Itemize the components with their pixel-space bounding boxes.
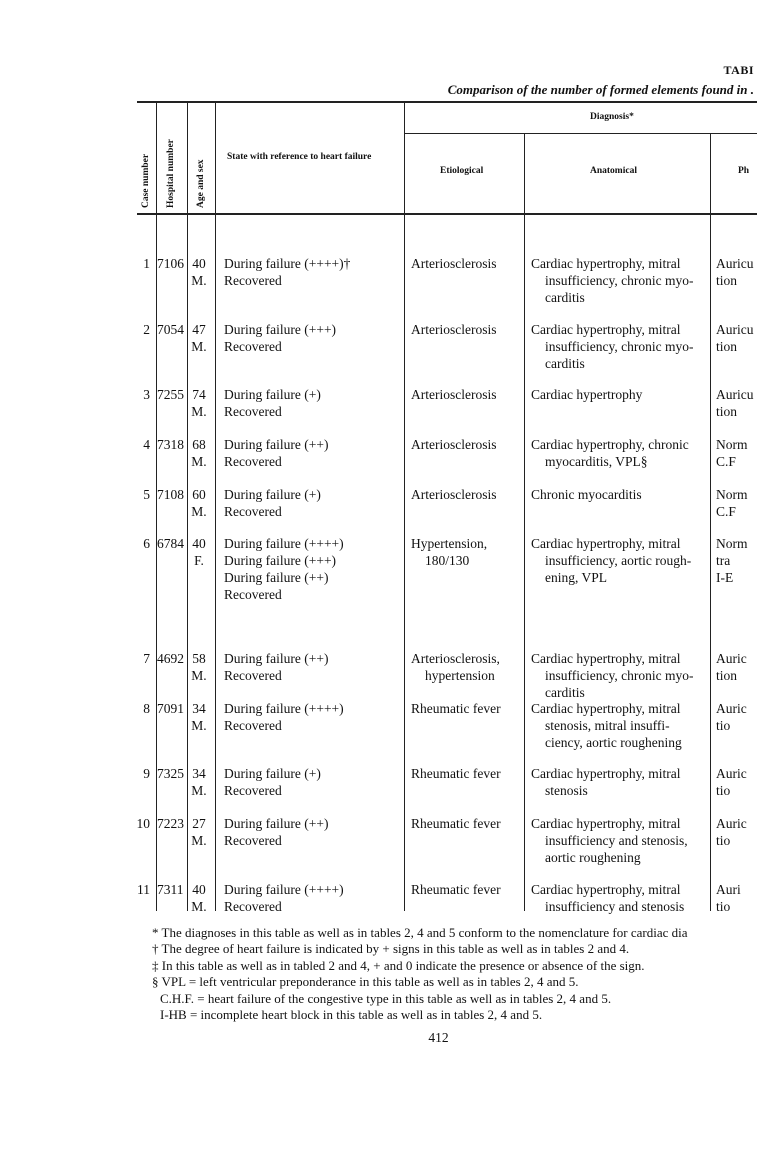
state-cell — [224, 386, 404, 420]
etiological-cell-line: 180/130 — [425, 553, 470, 568]
state-cell-line: During failure (++) — [224, 816, 329, 831]
case-number: 9 — [143, 766, 150, 781]
physiological-cell-line: Auri — [716, 882, 741, 897]
hospital-number: 7318 — [157, 437, 184, 452]
physiological-cell — [716, 815, 757, 849]
anatomical-cell-line: insufficiency, chronic myo- — [545, 339, 694, 354]
anatomical-cell-line: ening, VPL — [545, 570, 608, 585]
hospital-number: 7054 — [157, 322, 184, 337]
hospital-number: 7091 — [157, 701, 184, 716]
anatomical-cell-line: Cardiac hypertrophy, mitral — [531, 882, 681, 897]
state-cell — [224, 535, 404, 603]
physiological-cell — [716, 255, 757, 289]
col-header-physiological: Ph — [738, 166, 750, 176]
table-caption: Comparison of the number of formed elements found in . — [447, 82, 754, 97]
sex: M. — [191, 339, 207, 354]
anatomical-cell — [531, 650, 703, 701]
state-cell-line: Recovered — [224, 454, 282, 469]
etiological-cell — [411, 436, 523, 453]
physiological-cell — [716, 650, 757, 684]
anatomical-cell — [531, 386, 703, 403]
sex: M. — [191, 833, 207, 848]
etiological-cell-line: Rheumatic fever — [411, 816, 501, 831]
physiological-cell-line: tion — [716, 668, 738, 683]
physiological-cell-line: Norm — [716, 487, 748, 502]
case-number: 3 — [143, 387, 150, 402]
rule-after-etiological — [524, 133, 525, 911]
state-cell-line: During failure (+) — [224, 487, 321, 502]
hospital-number: 7325 — [157, 766, 184, 781]
anatomical-cell-line: Cardiac hypertrophy, mitral — [531, 816, 681, 831]
physiological-cell — [716, 881, 757, 915]
anatomical-cell-line: insufficiency and stenosis, — [545, 833, 688, 848]
anatomical-cell-line: Cardiac hypertrophy, chronic — [531, 437, 689, 452]
case-number: 2 — [143, 322, 150, 337]
physiological-cell — [716, 765, 757, 799]
footnote-sign: ‡ In this table as well as in tabled 2 and 4, + and 0 indicate the presence or absence of the sign. — [152, 957, 645, 973]
case-number: 6 — [143, 536, 150, 551]
etiological-cell — [411, 535, 523, 569]
anatomical-cell — [531, 436, 703, 470]
rule-after-anatomical — [710, 133, 711, 911]
etiological-cell — [411, 255, 523, 272]
state-cell — [224, 815, 404, 849]
sex: M. — [191, 504, 207, 519]
state-cell-line: During failure (+++) — [224, 553, 337, 568]
anatomical-cell — [531, 815, 703, 866]
anatomical-cell-line: myocarditis, VPL§ — [545, 454, 648, 469]
physiological-cell-line: tion — [716, 404, 738, 419]
state-cell-line: Recovered — [224, 668, 282, 683]
top-rule — [137, 101, 757, 103]
etiological-cell — [411, 700, 523, 717]
anatomical-cell — [531, 255, 703, 306]
anatomical-cell-line: stenosis, mitral insuffi- — [545, 718, 670, 733]
state-cell-line: During failure (++++) — [224, 536, 344, 551]
state-cell — [224, 486, 404, 520]
age-and-sex — [188, 881, 210, 915]
age: 68 — [192, 437, 206, 452]
anatomical-cell — [531, 881, 703, 915]
state-cell — [224, 881, 404, 915]
col-header-diagnosis: Diagnosis* — [590, 112, 634, 122]
sex: M. — [191, 783, 207, 798]
state-cell — [224, 650, 404, 684]
etiological-cell-line: Hypertension, — [411, 536, 488, 551]
etiological-cell — [411, 765, 523, 782]
physiological-cell — [716, 321, 757, 355]
age: 74 — [192, 387, 206, 402]
age-and-sex — [188, 535, 210, 569]
age-and-sex — [188, 321, 210, 355]
table-label: TABI — [723, 63, 754, 77]
etiological-cell-line: Arteriosclerosis — [411, 487, 497, 502]
state-cell-line: Recovered — [224, 899, 282, 914]
age-and-sex — [188, 486, 210, 520]
state-cell-line: During failure (++) — [224, 651, 329, 666]
anatomical-cell-line: aortic roughening — [545, 850, 641, 865]
state-cell-line: Recovered — [224, 718, 282, 733]
anatomical-cell-line: insufficiency, chronic myo- — [545, 668, 694, 683]
state-cell-line: During failure (++) — [224, 437, 329, 452]
etiological-cell — [411, 815, 523, 832]
physiological-cell-line: tion — [716, 339, 738, 354]
anatomical-cell-line: ciency, aortic roughening — [545, 735, 682, 750]
case-number: 10 — [136, 816, 150, 831]
case-number: 8 — [143, 701, 150, 716]
anatomical-cell-line: carditis — [545, 290, 585, 305]
physiological-cell-line: Auricu — [716, 387, 754, 402]
col-header-age-and-sex: Age and sex — [196, 159, 206, 208]
sex: M. — [191, 899, 207, 914]
state-cell-line: During failure (+) — [224, 766, 321, 781]
anatomical-cell-line: Cardiac hypertrophy, mitral — [531, 322, 681, 337]
physiological-cell — [716, 486, 757, 520]
physiological-cell — [716, 700, 757, 734]
physiological-cell-line: tio — [716, 783, 731, 798]
state-cell — [224, 255, 404, 289]
state-cell — [224, 700, 404, 734]
diagnosis-rule — [405, 133, 757, 134]
age: 40 — [192, 256, 206, 271]
anatomical-cell-line: Cardiac hypertrophy, mitral — [531, 256, 681, 271]
age: 60 — [192, 487, 206, 502]
footnote-ihb: I-HB = incomplete heart block in this table as well as in tables 2, 4 and 5. — [160, 1007, 543, 1023]
hospital-number: 7106 — [157, 256, 184, 271]
state-cell-line: During failure (++) — [224, 570, 329, 585]
case-number: 4 — [143, 437, 150, 452]
age: 34 — [192, 766, 206, 781]
col-header-hospital-number: Hospital number — [166, 139, 176, 208]
physiological-cell-line: tio — [716, 899, 731, 914]
anatomical-cell-line: Cardiac hypertrophy — [531, 387, 643, 402]
physiological-cell — [716, 436, 757, 470]
etiological-cell-line: Arteriosclerosis — [411, 322, 497, 337]
sex: M. — [191, 718, 207, 733]
col-header-anatomical: Anatomical — [590, 166, 637, 176]
physiological-cell-line: tra — [716, 553, 731, 568]
col-header-case-number: Case number — [141, 153, 151, 208]
physiological-cell-line: Auric — [716, 766, 747, 781]
physiological-cell-line: tio — [716, 833, 731, 848]
state-cell-line: During failure (++++)† — [224, 256, 351, 271]
state-cell-line: During failure (+++) — [224, 322, 337, 337]
anatomical-cell — [531, 321, 703, 372]
physiological-cell-line: Auricu — [716, 322, 754, 337]
anatomical-cell-line: Cardiac hypertrophy, mitral — [531, 536, 681, 551]
physiological-cell-line: Norm — [716, 536, 748, 551]
physiological-cell — [716, 386, 757, 420]
case-number: 1 — [143, 256, 150, 271]
age-and-sex — [188, 436, 210, 470]
sex: M. — [191, 454, 207, 469]
state-cell-line: Recovered — [224, 404, 282, 419]
anatomical-cell — [531, 486, 703, 503]
state-cell-line: During failure (++++) — [224, 882, 344, 897]
age: 40 — [192, 882, 206, 897]
state-cell — [224, 436, 404, 470]
sex: M. — [191, 404, 207, 419]
rule-after-state — [404, 101, 405, 911]
anatomical-cell-line: stenosis — [545, 783, 588, 798]
page-number-wrap — [0, 1030, 757, 1046]
age-and-sex — [188, 255, 210, 289]
physiological-cell — [716, 535, 757, 586]
etiological-cell-line: Arteriosclerosis — [411, 256, 497, 271]
footnotes — [152, 925, 757, 1023]
etiological-cell-line: Arteriosclerosis — [411, 437, 497, 452]
rule-after-age — [215, 101, 216, 911]
age-and-sex — [188, 386, 210, 420]
physiological-cell-line: C.F — [716, 504, 736, 519]
etiological-cell-line: Rheumatic fever — [411, 701, 501, 716]
etiological-cell — [411, 881, 523, 898]
hospital-number: 7255 — [157, 387, 184, 402]
sex: M. — [191, 273, 207, 288]
etiological-cell-line: Arteriosclerosis, — [411, 651, 500, 666]
etiological-cell-line: Rheumatic fever — [411, 766, 501, 781]
etiological-cell-line: hypertension — [425, 668, 495, 683]
physiological-cell-line: tion — [716, 273, 738, 288]
anatomical-cell-line: carditis — [545, 356, 585, 371]
physiological-cell-line: Auric — [716, 816, 747, 831]
anatomical-cell-line: insufficiency, aortic rough- — [545, 553, 692, 568]
age-and-sex — [188, 765, 210, 799]
anatomical-cell — [531, 700, 703, 751]
state-cell-line: Recovered — [224, 833, 282, 848]
etiological-cell — [411, 386, 523, 403]
footnote-chf: C.H.F. = heart failure of the congestive type in this table as well as in tables 2, 4 and 5. — [160, 990, 612, 1006]
case-number: 11 — [137, 882, 150, 897]
anatomical-cell — [531, 535, 703, 586]
anatomical-cell-line: carditis — [545, 685, 585, 700]
physiological-cell-line: C.F — [716, 454, 736, 469]
age: 34 — [192, 701, 206, 716]
etiological-cell — [411, 486, 523, 503]
case-number: 5 — [143, 487, 150, 502]
page-number: 412 — [428, 1030, 449, 1045]
hospital-number: 7223 — [157, 816, 184, 831]
etiological-cell-line: Rheumatic fever — [411, 882, 501, 897]
sex: F. — [194, 553, 204, 568]
sex: M. — [191, 668, 207, 683]
physiological-cell-line: Norm — [716, 437, 748, 452]
anatomical-cell-line: insufficiency, chronic myo- — [545, 273, 694, 288]
physiological-cell-line: tio — [716, 718, 731, 733]
header-bottom-rule — [137, 213, 757, 215]
age: 40 — [192, 536, 206, 551]
anatomical-cell-line: Chronic myocarditis — [531, 487, 642, 502]
hospital-number: 6784 — [157, 536, 184, 551]
hospital-number: 7311 — [157, 882, 184, 897]
etiological-cell — [411, 321, 523, 338]
etiological-cell-line: Arteriosclerosis — [411, 387, 497, 402]
anatomical-cell-line: insufficiency and stenosis — [545, 899, 685, 914]
etiological-cell — [411, 650, 523, 684]
hospital-number: 4692 — [157, 651, 184, 666]
physiological-cell-line: Auricu — [716, 256, 754, 271]
state-cell-line: During failure (+) — [224, 387, 321, 402]
age: 27 — [192, 816, 206, 831]
state-cell — [224, 321, 404, 355]
age: 58 — [192, 651, 206, 666]
state-cell-line: Recovered — [224, 339, 282, 354]
anatomical-cell-line: Cardiac hypertrophy, mitral — [531, 651, 681, 666]
footnote-heart-failure: † The degree of heart failure is indicated by + signs in this table as well as in tables 2 and 4. — [152, 941, 630, 957]
footnote-diagnoses: * The diagnoses in this table as well as in tables 2, 4 and 5 conform to the nomenclature for cardiac dia — [152, 925, 688, 940]
physiological-cell-line: Auric — [716, 651, 747, 666]
state-cell-line: Recovered — [224, 504, 282, 519]
age-and-sex — [188, 650, 210, 684]
physiological-cell-line: I-E — [716, 570, 734, 585]
col-header-state: State with reference to heart failure — [227, 152, 372, 162]
state-cell-line: Recovered — [224, 273, 282, 288]
anatomical-cell — [531, 765, 703, 799]
state-cell — [224, 765, 404, 799]
state-cell-line: Recovered — [224, 783, 282, 798]
state-cell-line: During failure (++++) — [224, 701, 344, 716]
hospital-number: 7108 — [157, 487, 184, 502]
anatomical-cell-line: Cardiac hypertrophy, mitral — [531, 766, 681, 781]
rule-after-case — [156, 101, 157, 911]
case-number: 7 — [143, 651, 150, 666]
physiological-cell-line: Auric — [716, 701, 747, 716]
state-cell-line: Recovered — [224, 587, 282, 602]
footnote-vpl: § VPL = left ventricular preponderance in this table as well as in tables 2, 4 and 5. — [152, 974, 579, 990]
age-and-sex — [188, 815, 210, 849]
age-and-sex — [188, 700, 210, 734]
col-header-etiological: Etiological — [440, 166, 484, 176]
anatomical-cell-line: Cardiac hypertrophy, mitral — [531, 701, 681, 716]
age: 47 — [192, 322, 206, 337]
